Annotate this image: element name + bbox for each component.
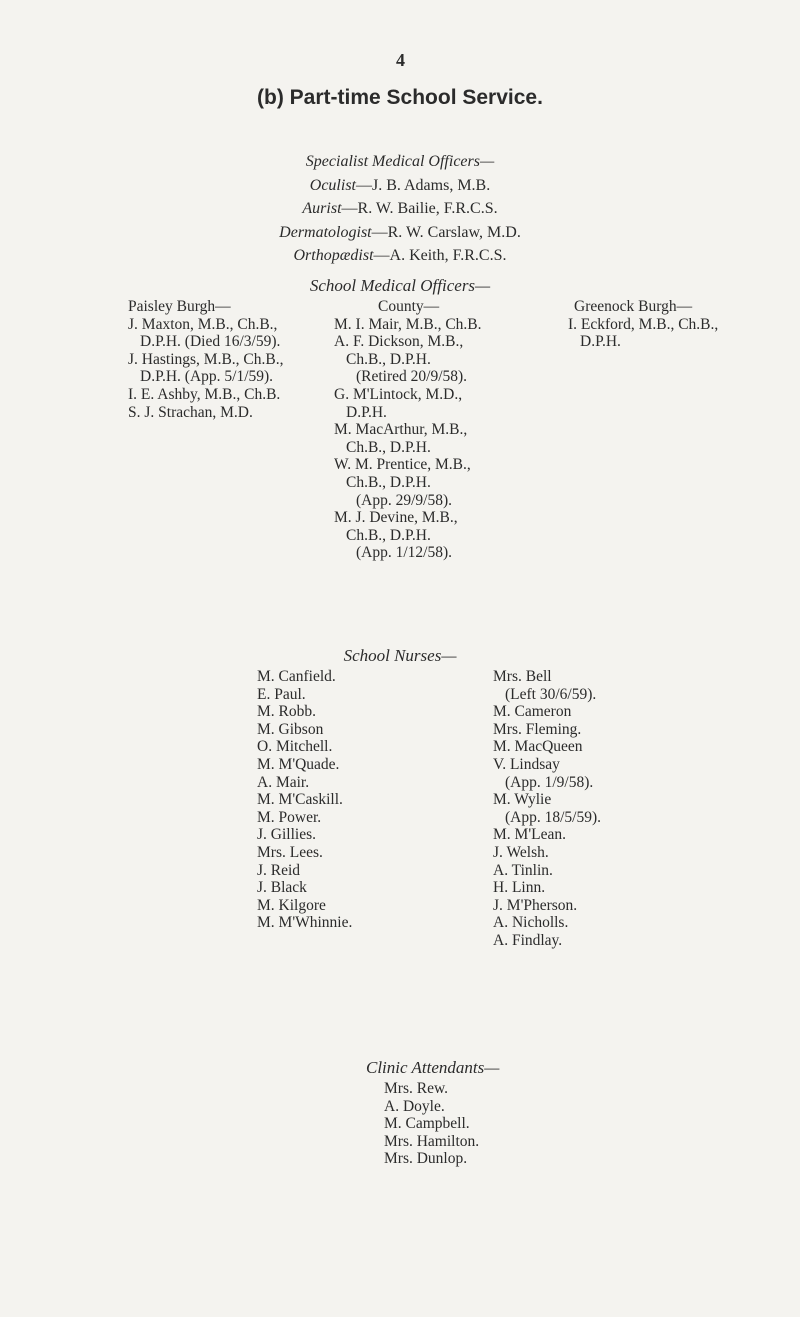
county-officer-line: Ch.B., D.P.H. (346, 526, 431, 544)
specialist-row (0, 244, 800, 268)
clinic-attendant-line: Mrs. Hamilton. (384, 1132, 480, 1150)
county-title: County— (378, 298, 440, 315)
specialist-name: —A. Keith, F.R.C.S. (373, 247, 507, 264)
school-nurses-right-column (493, 668, 601, 950)
county-column (334, 298, 482, 562)
paisley-officer-line: J. Maxton, M.B., Ch.B., (128, 315, 278, 333)
county-officer-line: D.P.H. (346, 403, 387, 421)
clinic-attendants-title: Clinic Attendants— (366, 1058, 500, 1077)
greenock-officer-line: I. Eckford, M.B., Ch.B., (568, 315, 719, 333)
specialist-role: Orthopædist (293, 247, 374, 264)
school-nurse-line: A. Nicholls. (493, 914, 569, 932)
county-officer-line: (App. 1/12/58). (356, 544, 453, 562)
county-officer-line: (Retired 20/9/58). (356, 368, 468, 386)
school-nurse-line: M. MacQueen (493, 738, 583, 756)
school-nurse-line: J. Gillies. (257, 826, 316, 844)
paisley-officer-line: D.P.H. (Died 16/3/59). (140, 333, 281, 351)
clinic-attendant-line: Mrs. Dunlop. (384, 1150, 468, 1168)
specialist-row (0, 197, 800, 221)
greenock-officer-line: D.P.H. (580, 333, 621, 351)
paisley-officer-line: I. E. Ashby, M.B., Ch.B. (128, 385, 281, 403)
school-nurse-line: M. M'Whinnie. (257, 914, 353, 932)
greenock-burgh-column (568, 298, 718, 351)
paisley-burgh-title: Paisley Burgh— (128, 298, 231, 315)
county-officer-line: G. M'Lintock, M.D., (334, 385, 463, 403)
school-nurse-line: J. Black (257, 879, 307, 897)
school-nurse-line: A. Mair. (257, 773, 310, 791)
county-officer-line: M. J. Devine, M.B., (334, 509, 458, 527)
specialist-role: Dermatologist (279, 223, 372, 241)
school-nurse-line: M. Kilgore (257, 896, 326, 914)
county-officer-line: W. M. Prentice, M.B., (334, 456, 471, 474)
specialist-role: Oculist (309, 176, 356, 194)
clinic-attendant-line: A. Doyle. (384, 1097, 445, 1115)
school-nurse-line: J. M'Pherson. (493, 896, 578, 914)
county-officer-line: A. F. Dickson, M.B., (334, 333, 464, 351)
school-nurse-line: (App. 1/9/58). (505, 773, 594, 791)
school-nurse-line: E. Paul. (257, 685, 306, 703)
specialist-officers-block (0, 150, 800, 268)
specialist-row (0, 174, 800, 198)
section-heading: (b) Part-time School Service. (257, 86, 543, 109)
school-nurse-line: M. Gibson (257, 720, 324, 738)
specialist-name: —J. B. Adams, M.B. (355, 176, 491, 194)
specialist-role: Aurist (302, 200, 342, 217)
paisley-officer-line: J. Hastings, M.B., Ch.B., (128, 350, 284, 368)
school-nurse-line: M. Robb. (257, 703, 316, 721)
school-nurses-left-column (257, 668, 352, 932)
paisley-burgh-column (128, 298, 283, 421)
specialist-title: Specialist Medical Officers— (305, 153, 495, 170)
school-nurse-line: A. Findlay. (493, 931, 563, 949)
school-nurse-line: M. Power. (257, 808, 322, 826)
specialist-name: —R. W. Bailie, F.R.C.S. (341, 200, 498, 217)
county-officer-line: Ch.B., D.P.H. (346, 473, 431, 491)
clinic-attendant-line: Mrs. Rew. (384, 1080, 449, 1097)
county-officer-line: M. MacArthur, M.B., (334, 421, 468, 439)
clinic-attendant-line: M. Campbell. (384, 1115, 470, 1133)
school-nurse-line: M. M'Quade. (257, 755, 340, 773)
county-officer-line: Ch.B., D.P.H. (346, 438, 431, 456)
greenock-burgh-title: Greenock Burgh— (574, 298, 693, 315)
school-nurses-title: School Nurses— (343, 646, 457, 665)
page-number: 4 (396, 50, 405, 70)
county-officer-line: (App. 29/9/58). (356, 491, 453, 509)
clinic-attendants-list (384, 1080, 479, 1168)
school-nurse-line: M. Cameron (493, 703, 572, 721)
school-nurse-line: J. Welsh. (493, 843, 549, 861)
school-nurse-line: M. Wylie (493, 791, 552, 809)
school-nurse-line: Mrs. Fleming. (493, 720, 582, 738)
specialist-row (0, 221, 800, 245)
school-nurse-line: J. Reid (257, 861, 301, 879)
school-nurse-line: H. Linn. (493, 879, 546, 897)
paisley-officer-line: D.P.H. (App. 5/1/59). (140, 368, 274, 386)
school-nurse-line: V. Lindsay (493, 755, 560, 773)
school-nurse-line: M. M'Lean. (493, 826, 566, 844)
school-nurse-line: Mrs. Bell (493, 668, 552, 685)
specialist-name: —R. W. Carslaw, M.D. (371, 223, 521, 241)
school-nurse-line: (Left 30/6/59). (505, 685, 597, 703)
school-nurse-line: M. M'Caskill. (257, 791, 343, 809)
county-officer-line: M. I. Mair, M.B., Ch.B. (334, 315, 482, 333)
county-officer-line: Ch.B., D.P.H. (346, 350, 431, 368)
school-nurse-line: M. Canfield. (257, 668, 336, 685)
school-nurse-line: (App. 18/5/59). (505, 808, 602, 826)
school-medical-officers-title: School Medical Officers— (309, 276, 491, 295)
paisley-officer-line: S. J. Strachan, M.D. (128, 403, 253, 421)
school-nurse-line: A. Tinlin. (493, 861, 553, 879)
school-nurse-line: Mrs. Lees. (257, 843, 323, 861)
school-nurse-line: O. Mitchell. (257, 738, 333, 756)
